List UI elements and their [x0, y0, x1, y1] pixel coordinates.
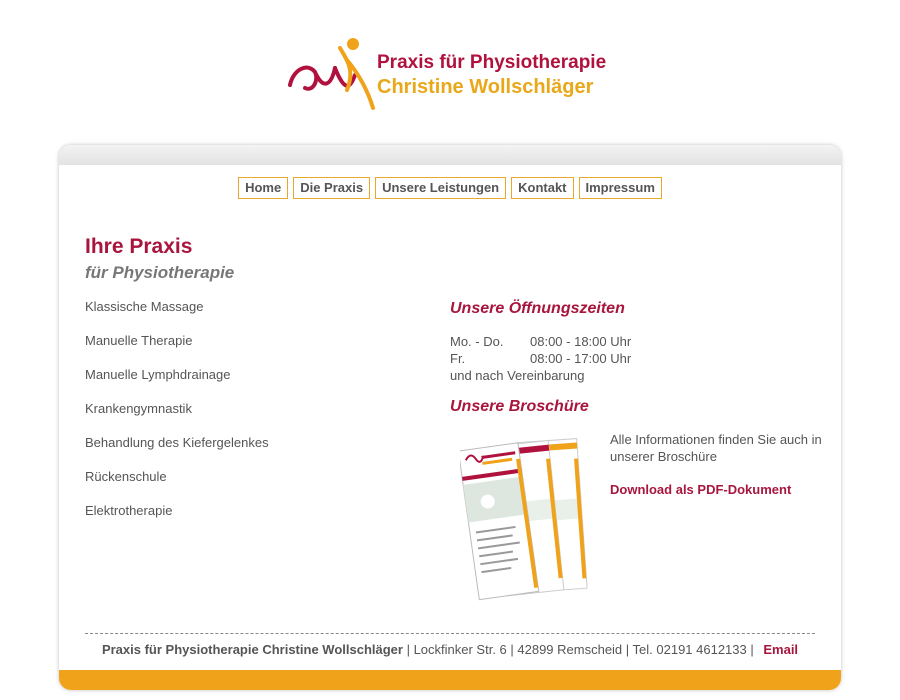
hours-day: Fr.: [450, 351, 466, 366]
brochure-title: Unsere Broschüre: [450, 398, 589, 415]
service-item: Elektrotherapie: [85, 503, 173, 518]
footer: [59, 642, 841, 657]
main-nav: [59, 177, 841, 199]
hours-time: 08:00 - 18:00 Uhr: [530, 334, 632, 349]
hours-day: Mo. - Do.: [450, 334, 504, 349]
content-card: [59, 145, 841, 690]
logo-mark: [285, 30, 375, 115]
nav-die-praxis[interactable]: Die Praxis: [293, 177, 370, 199]
brochure-image[interactable]: [460, 432, 600, 602]
footer-separator: [85, 633, 815, 634]
opening-hours: [450, 333, 631, 384]
hours-title: Unsere Öffnungszeiten: [450, 300, 625, 317]
service-item: Rückenschule: [85, 469, 167, 484]
hours-time: 08:00 - 17:00 Uhr: [530, 351, 632, 366]
service-item: Manuelle Therapie: [85, 333, 193, 348]
hours-row: [450, 333, 631, 350]
service-item: Klassische Massage: [85, 299, 204, 314]
nav-unsere-leistungen[interactable]: Unsere Leistungen: [375, 177, 506, 199]
nav-home[interactable]: Home: [238, 177, 288, 199]
download-pdf-link[interactable]: Download als PDF-Dokument: [610, 482, 792, 497]
footer-name: Praxis für Physiotherapie Christine Wollschläger: [101, 642, 403, 657]
hours-row: [450, 350, 631, 367]
footer-address: | Lockfinker Str. 6 | 42899 Remscheid | Tel. 02191 4612133 |: [402, 642, 758, 657]
footer-email-link[interactable]: Email: [763, 642, 799, 657]
page-subtitle: für Physiotherapie: [85, 263, 235, 282]
service-item: Krankengymnastik: [85, 401, 192, 416]
hours-note: und nach Vereinbarung: [450, 368, 585, 383]
page-title: Ihre Praxis: [85, 235, 193, 258]
logo-line1: Praxis für Physiotherapie: [377, 52, 607, 73]
nav-impressum[interactable]: Impressum: [579, 177, 662, 199]
logo-line2: Christine Wollschläger: [377, 76, 594, 98]
service-item: Manuelle Lymphdrainage: [85, 367, 231, 382]
card-top-bar: [59, 145, 841, 165]
card-bottom-bar: [59, 670, 841, 690]
services-list: [85, 300, 269, 538]
nav-kontakt[interactable]: Kontakt: [511, 177, 573, 199]
brochure-text: Alle Informationen finden Sie auch in unserer Broschüre: [610, 432, 822, 464]
logo[interactable]: [285, 30, 625, 115]
service-item: Behandlung des Kiefergelenkes: [85, 435, 269, 450]
